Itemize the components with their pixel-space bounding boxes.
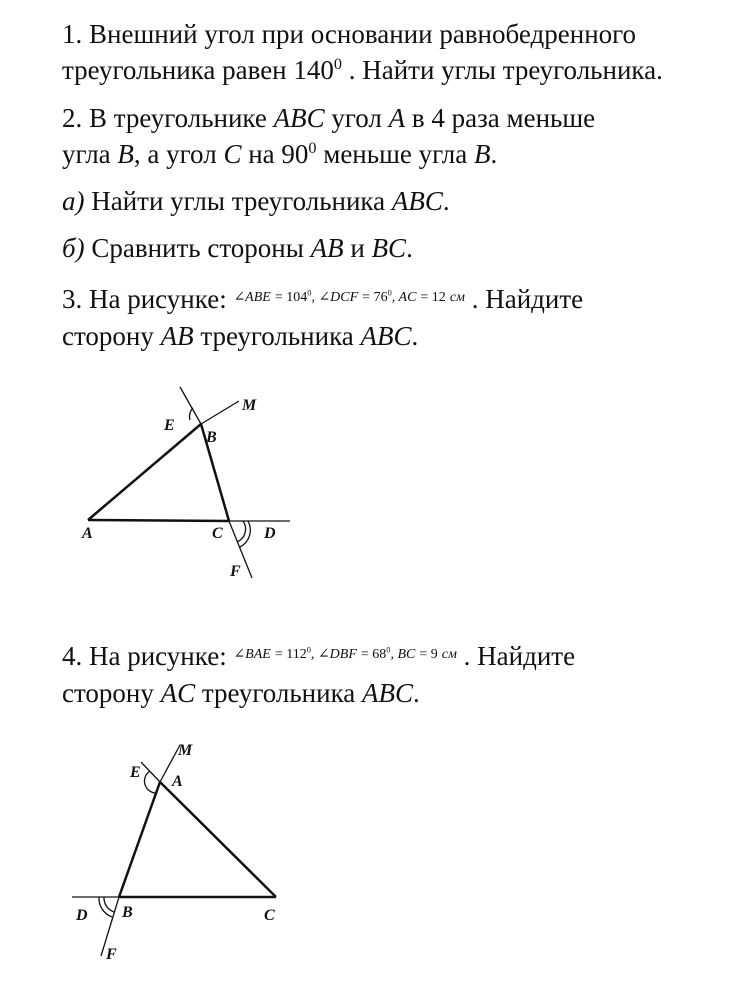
- angle: , ∠DCF: [311, 290, 359, 305]
- unit: см: [441, 647, 457, 662]
- segment: , BC: [390, 647, 416, 662]
- var: ABC: [391, 186, 443, 216]
- text: . Найти углы треугольника.: [341, 55, 663, 85]
- value: = 12: [420, 290, 446, 305]
- label-e: E: [130, 764, 141, 781]
- text: угла: [62, 139, 118, 169]
- item-label: а): [62, 186, 85, 216]
- var: B: [474, 139, 491, 169]
- text: треугольника равен 140: [62, 55, 334, 85]
- var: AB: [310, 233, 344, 263]
- degree-sup: 0: [307, 288, 312, 298]
- text: меньше угла: [316, 139, 475, 169]
- degree-sup: 0: [386, 645, 391, 655]
- text: угол: [324, 103, 389, 133]
- text: .: [442, 186, 450, 216]
- label-a: A: [82, 525, 93, 542]
- text: Найти углы треугольника: [84, 186, 392, 216]
- text: на 90: [241, 139, 309, 169]
- angle-arc-dbf-2: [99, 897, 112, 917]
- value: = 112: [274, 647, 307, 662]
- var: AC: [160, 678, 196, 708]
- text: .: [413, 678, 420, 708]
- text: сторону: [62, 678, 161, 708]
- label-a: A: [172, 773, 183, 790]
- var: B: [117, 139, 134, 169]
- angle-arc-dbf-1: [104, 897, 114, 912]
- text: в 4 раза меньше: [405, 103, 596, 133]
- value: = 76: [362, 290, 388, 305]
- var: ABC: [362, 678, 414, 708]
- text: .: [490, 139, 498, 169]
- text: , а угол: [133, 139, 224, 169]
- label-b: B: [206, 429, 217, 446]
- degree-sup: 0: [387, 288, 392, 298]
- var: ABC: [360, 321, 412, 351]
- value: = 104: [274, 290, 308, 305]
- text: . Найдите: [456, 641, 576, 671]
- degree-sup: 0: [333, 55, 342, 73]
- label-f: F: [230, 563, 241, 580]
- label-m: M: [178, 742, 193, 759]
- text: .: [411, 321, 419, 351]
- text: 4. На рисунке:: [62, 641, 234, 671]
- label-b: B: [122, 904, 133, 921]
- label-m: M: [242, 397, 257, 414]
- var: ABC: [273, 103, 325, 133]
- text: треугольника: [193, 321, 361, 351]
- unit: см: [449, 290, 465, 305]
- item-label: б): [62, 233, 85, 263]
- label-f: F: [106, 946, 117, 963]
- label-d: D: [264, 525, 276, 542]
- line-e-a: [141, 762, 160, 782]
- label-c: C: [264, 907, 275, 924]
- var: AB: [160, 321, 194, 351]
- value: = 9: [419, 647, 438, 662]
- var: A: [388, 103, 406, 133]
- degree-sup: 0: [308, 139, 317, 157]
- angle: ∠ABE: [233, 290, 271, 305]
- var: BC: [371, 233, 407, 263]
- degree-sup: 0: [306, 645, 311, 655]
- segment-ab: [119, 782, 160, 897]
- text: 3. На рисунке:: [62, 284, 234, 314]
- text: 2. В треугольнике: [62, 103, 274, 133]
- text: . Найдите: [464, 284, 584, 314]
- label-d: D: [76, 907, 88, 924]
- text: сторону: [62, 321, 161, 351]
- angle: , ∠DBF: [310, 647, 357, 662]
- segment-ac: [160, 782, 276, 897]
- label-c: C: [212, 525, 223, 542]
- text: Сравнить стороны: [84, 233, 311, 263]
- text: .: [406, 233, 413, 263]
- value: = 68: [360, 647, 387, 662]
- text: и: [343, 233, 372, 263]
- label-e: E: [164, 417, 175, 434]
- problem-1-text: 1. Внешний угол при основании равнобедренного: [62, 19, 637, 49]
- segment: , AC: [391, 290, 417, 305]
- var: C: [223, 139, 242, 169]
- angle: ∠BAE: [233, 647, 271, 662]
- text: треугольника: [195, 678, 363, 708]
